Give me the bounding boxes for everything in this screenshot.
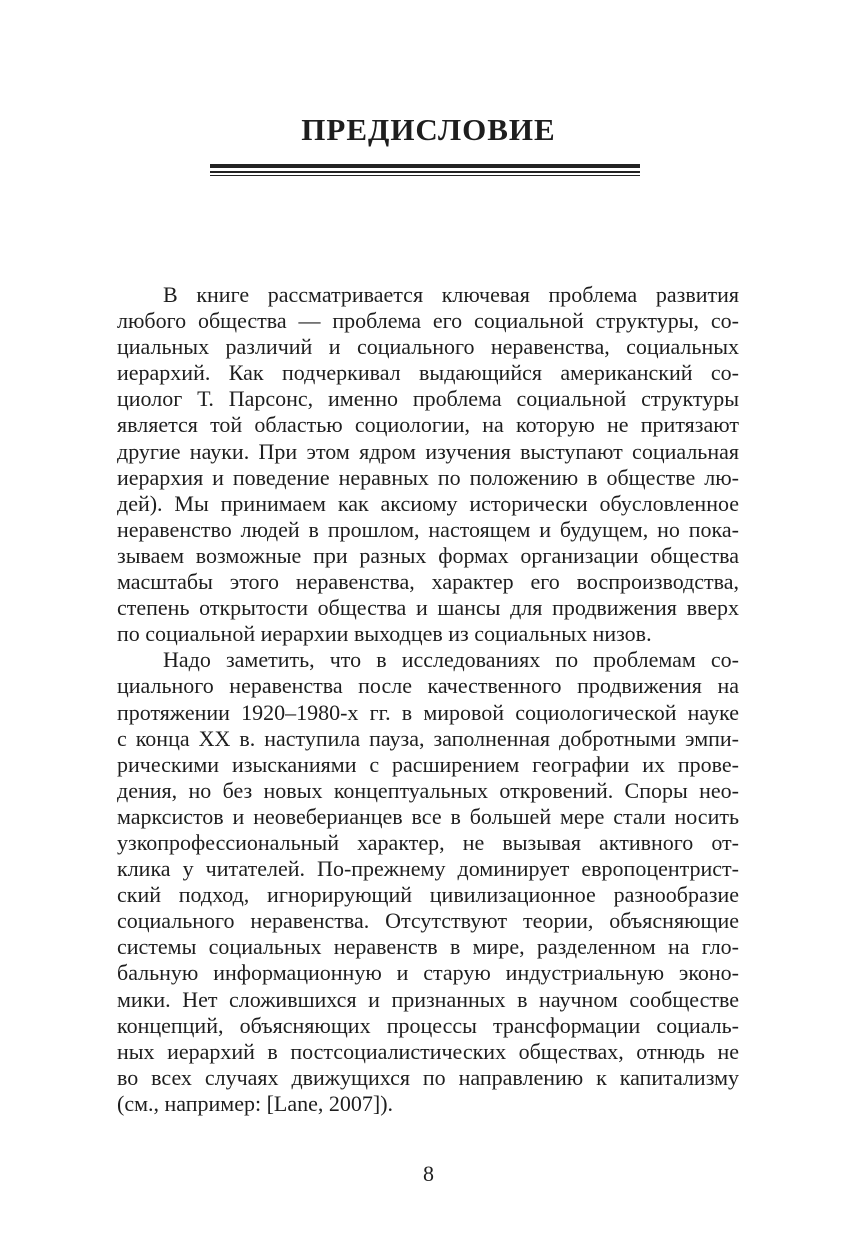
text-line: клика у читателей. По-прежнему доминирует европоцентрист- xyxy=(117,856,739,882)
text-line: дей). Мы принимаем как аксиому исторически обусловленное xyxy=(117,490,739,516)
text-line: циального неравенства после качественного продвижения на xyxy=(117,673,739,699)
text-line: (см., например: [Lane, 2007]). xyxy=(117,1090,394,1116)
text-line: дения, но без новых концептуальных откровений. Споры нео- xyxy=(117,777,739,803)
text-line: рическими изысканиями с расширением географии их прове- xyxy=(117,751,739,777)
text-line: социального неравенства. Отсутствуют теории, объясняющие xyxy=(117,908,739,934)
text-line: во всех случаях движущихся по направлению к капитализму xyxy=(117,1064,739,1090)
text-line: ский подход, игнорирующий цивилизационное разнообразие xyxy=(117,882,739,908)
text-line: концепций, объясняющих процессы трансформации социаль- xyxy=(117,1012,739,1038)
text-line: ных иерархий в постсоциалистических обществах, отнюдь не xyxy=(117,1038,739,1064)
text-line: циолог Т. Парсонс, именно проблема социальной структуры xyxy=(117,386,739,412)
text-line: неравенство людей в прошлом, настоящем и будущем, но пока- xyxy=(117,516,739,542)
text-line: иерархий. Как подчеркивал выдающийся американский со- xyxy=(117,360,739,386)
rule-thin-line xyxy=(210,175,640,176)
rule-medium-line xyxy=(210,171,640,173)
text-line: является той областью социологии, на которую не притязают xyxy=(117,412,739,438)
text-line: Надо заметить, что в исследованиях по проблемам со- xyxy=(163,647,739,673)
text-line: мики. Нет сложившихся и признанных в научном сообществе xyxy=(117,986,739,1012)
paragraph xyxy=(117,647,739,1117)
page-number: 8 xyxy=(423,1161,434,1186)
body-text xyxy=(117,282,739,1117)
text-line: системы социальных неравенств в мире, разделенном на гло- xyxy=(117,934,739,960)
text-line: зываем возможные при разных формах организации общества xyxy=(117,542,739,568)
text-line: по социальной иерархии выходцев из социальных низов. xyxy=(117,621,652,647)
rule-thick-line xyxy=(210,164,640,168)
text-line: протяжении 1920–1980-х гг. в мировой социологической науке xyxy=(117,699,739,725)
text-line: с конца XX в. наступила пауза, заполненная добротными эмпи- xyxy=(117,725,739,751)
text-line: марксистов и неовеберианцев все в большей мере стали носить xyxy=(117,803,739,829)
text-line: циальных различий и социального неравенства, социальных xyxy=(117,334,739,360)
chapter-title: ПРЕДИСЛОВИЕ xyxy=(301,112,556,147)
text-line: степень открытости общества и шансы для продвижения вверх xyxy=(117,595,739,621)
text-line: В книге рассматривается ключевая проблема развития xyxy=(163,282,739,307)
text-line: любого общества — проблема его социальной структуры, со- xyxy=(117,308,739,334)
text-line: бальную информационную и старую индустриальную эконо- xyxy=(117,960,739,986)
text-line: масштабы этого неравенства, характер его воспроизводства, xyxy=(117,569,739,595)
text-line: другие науки. При этом ядром изучения выступают социальная xyxy=(117,438,739,464)
title-underline-rule xyxy=(210,164,640,176)
paragraph xyxy=(117,282,739,647)
text-line: иерархия и поведение неравных по положению в обществе лю- xyxy=(117,464,739,490)
text-line: узкопрофессиональный характер, не вызывая активного от- xyxy=(117,829,739,855)
